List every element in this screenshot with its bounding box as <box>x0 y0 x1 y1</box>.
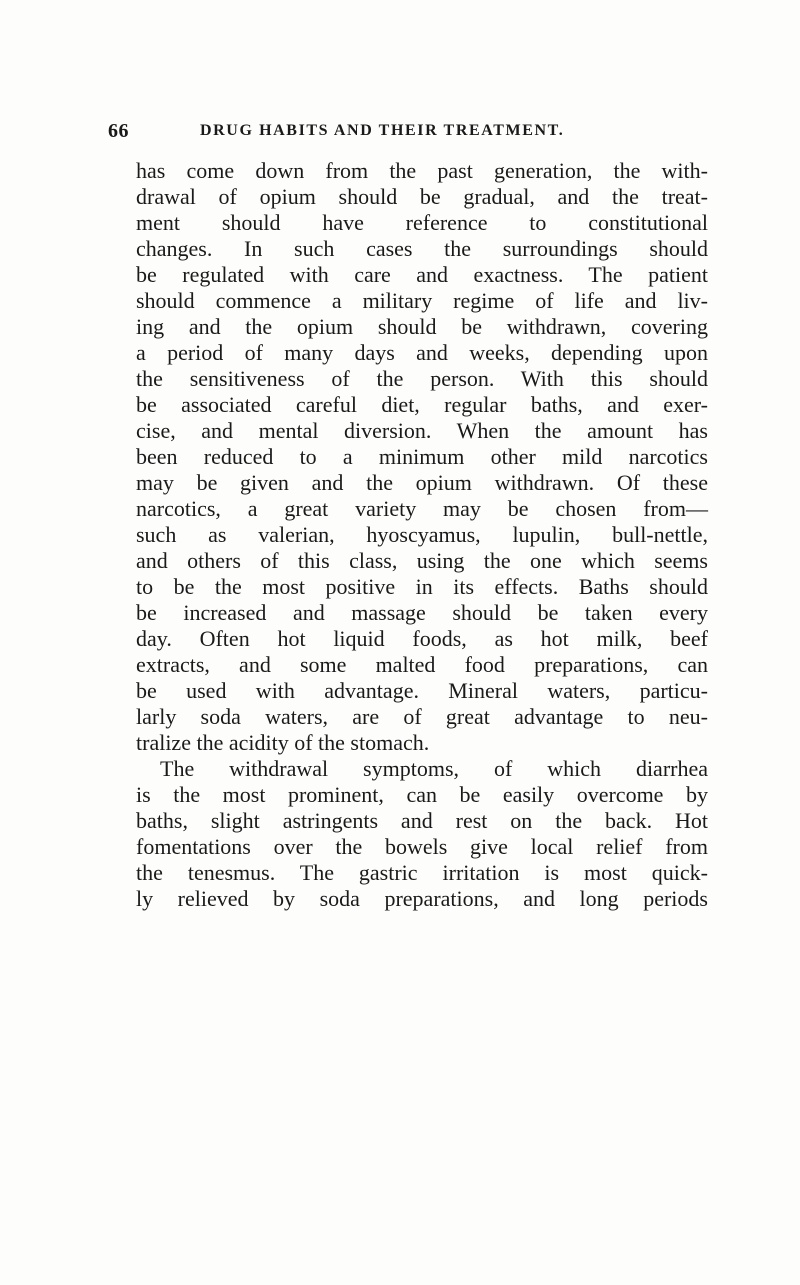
text-line: narcotics, a great variety may be chosen from— <box>136 496 708 521</box>
text-line: ly relieved by soda preparations, and long periods <box>136 886 708 911</box>
page-header <box>108 120 728 144</box>
text-line: the sensitiveness of the person. With this should <box>136 366 708 391</box>
text-line: larly soda waters, are of great advantage to neu- <box>136 704 708 729</box>
text-line: such as valerian, hyoscyamus, lupulin, bull-nettle, <box>136 522 708 547</box>
text-line: baths, slight astringents and rest on the back. Hot <box>136 808 708 833</box>
text-line: the tenesmus. The gastric irritation is most quick- <box>136 860 708 885</box>
text-line: be regulated with care and exactness. The patient <box>136 262 708 287</box>
running-head: DRUG HABITS AND THEIR TREATMENT. <box>200 122 565 139</box>
text-line: to be the most positive in its effects. Baths should <box>136 574 708 599</box>
body-text <box>136 158 708 912</box>
text-line: be associated careful diet, regular baths, and exer- <box>136 392 708 417</box>
text-line: changes. In such cases the surroundings should <box>136 236 708 261</box>
text-line: and others of this class, using the one which seems <box>136 548 708 573</box>
text-line: is the most prominent, can be easily overcome by <box>136 782 708 807</box>
text-line: fomentations over the bowels give local relief from <box>136 834 708 859</box>
text-line: should commence a military regime of life and liv- <box>136 288 708 313</box>
text-line: extracts, and some malted food preparations, can <box>136 652 708 677</box>
text-line: tralize the acidity of the stomach. <box>136 730 430 755</box>
text-line: day. Often hot liquid foods, as hot milk, beef <box>136 626 708 651</box>
text-line: has come down from the past generation, the with- <box>136 158 708 183</box>
page-number: 66 <box>108 120 129 142</box>
text-line: been reduced to a minimum other mild narcotics <box>136 444 708 469</box>
text-line: may be given and the opium withdrawn. Of these <box>136 470 708 495</box>
text-line: cise, and mental diversion. When the amount has <box>136 418 708 443</box>
text-line: drawal of opium should be gradual, and the treat- <box>136 184 708 209</box>
text-line: a period of many days and weeks, depending upon <box>136 340 708 365</box>
text-line: The withdrawal symptoms, of which diarrhea <box>160 756 708 781</box>
text-line: ment should have reference to constitutional <box>136 210 708 235</box>
text-line: ing and the opium should be withdrawn, covering <box>136 314 708 339</box>
text-line: be used with advantage. Mineral waters, particu- <box>136 678 708 703</box>
text-line: be increased and massage should be taken every <box>136 600 708 625</box>
